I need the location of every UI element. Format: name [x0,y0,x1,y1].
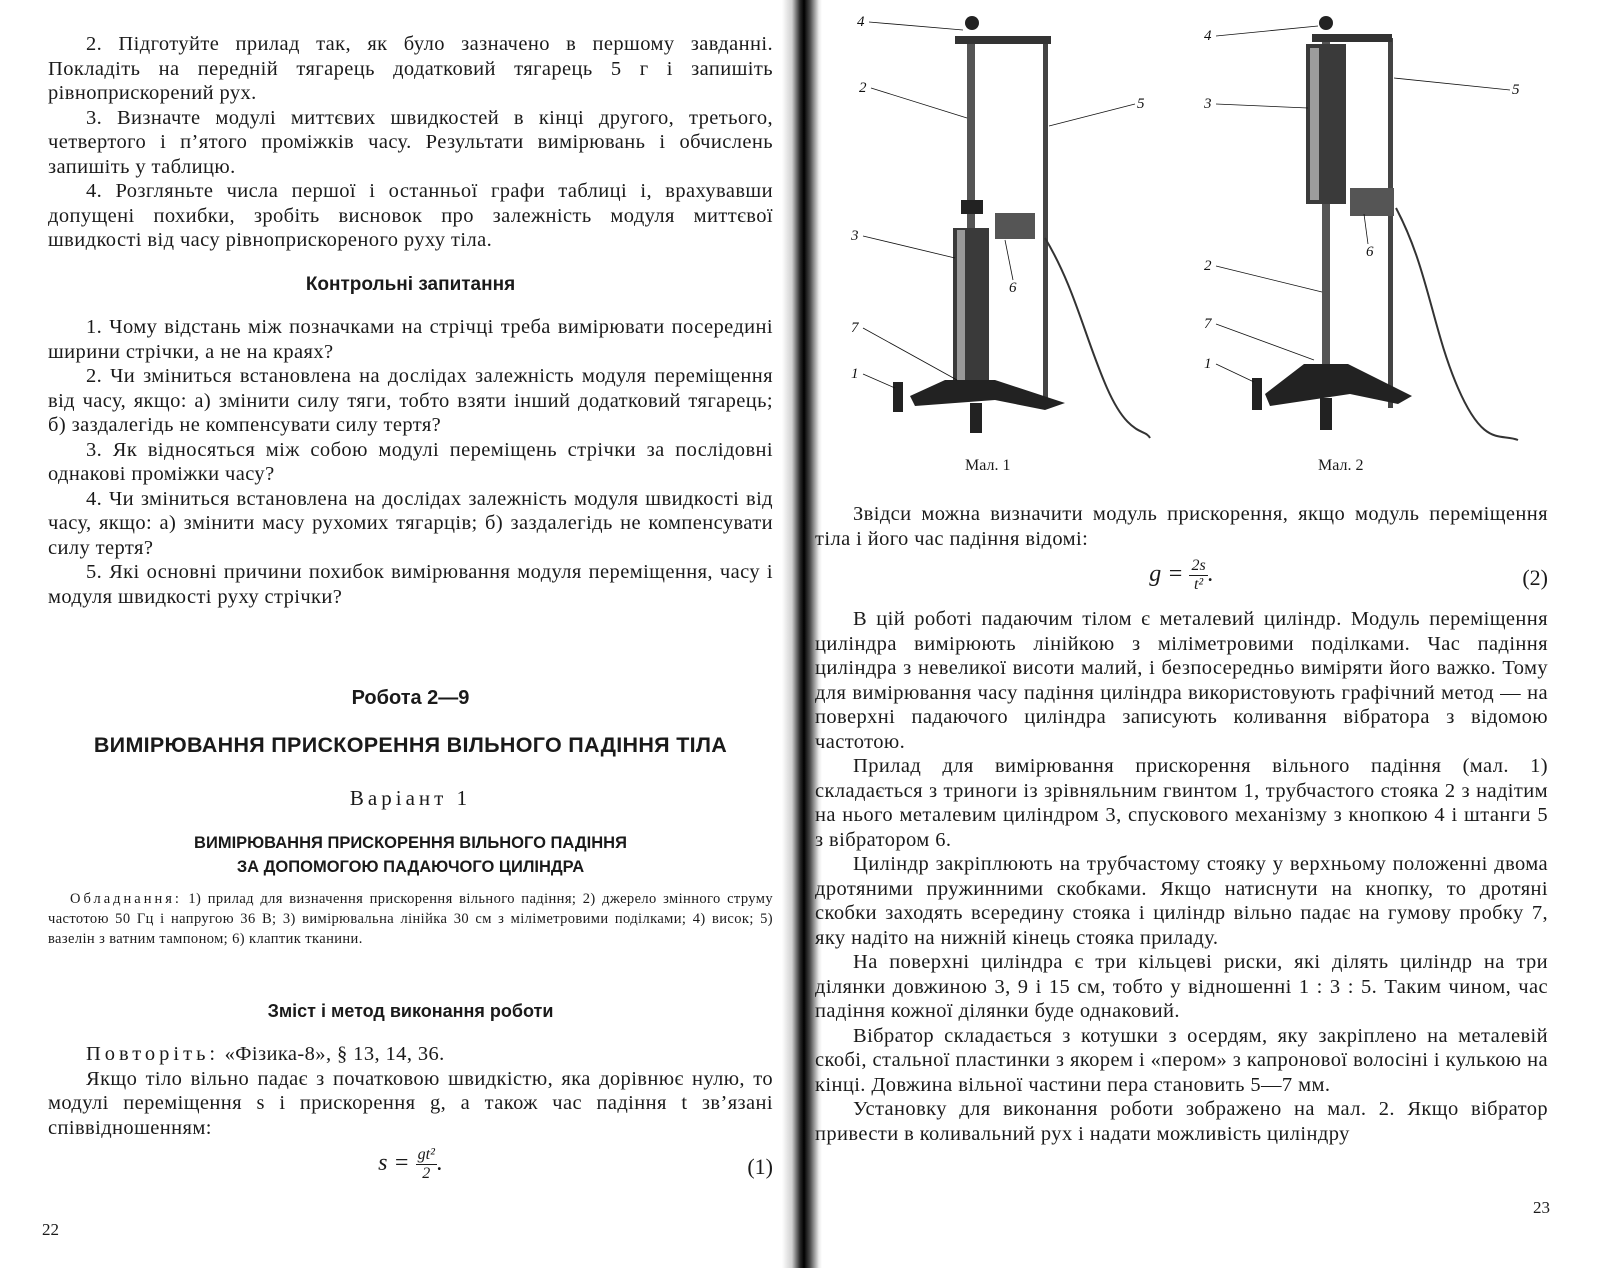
right-text-top [815,502,1548,1146]
formula-2-lhs: g = [1149,561,1184,588]
body-paragraph: Вібратор складається з котушки з осердям, яку закріплено на металевій скобі, стальної пластинки з якорем і «пером» з капронової волосіні і кулькою на кінці. Довжина вільної частини пера становить 5—7 мм. [815,1024,1548,1096]
formula-1: s = $\frac{\text{gt²}}{2}$ . (1) [378,1146,773,1182]
fig1-label: 2 [859,80,867,96]
figure-1-caption: Мал. 1 [965,457,1011,474]
fig2-label: 3 [1204,96,1212,112]
repeat-label: Повторіть: [86,1043,220,1065]
figure-2-apparatus [1200,8,1540,448]
work-title: ВИМІРЮВАННЯ ПРИСКОРЕННЯ ВІЛЬНОГО ПАДІННЯ ТІЛА [93,733,728,757]
fig2-rod [1388,38,1393,408]
fig1-label: 4 [857,14,865,30]
body-paragraph: Прилад для вимірювання прискорення вільного падіння (мал. 1) складається з триноги із зрівняльним гвинтом 1, трубчастого стояка 2 з надітим на нього металевим циліндром 3, спускового механізму з кнопкою 4 і штанги 5 з вібратором 6. [815,755,1548,851]
body-paragraph: Установку для виконання роботи зображено на мал. 2. Якщо вібратор привести в коливальний рух і надати можливість циліндру [815,1098,1548,1145]
left-page [0,0,795,1268]
fig2-top-bar [1312,34,1392,42]
variant-label: Варіант 1 [349,786,472,810]
method-block [48,1042,773,1196]
fig1-tripod [910,380,1065,410]
fig2-label: 1 [1204,356,1212,372]
formula-1-lhs: s = [378,1150,410,1177]
fig1-label: 1 [851,366,859,382]
question-item: 5. Які основні причини похибок вимірювання модуля переміщення, часу і модуля швидкості руху стрічки? [48,561,773,608]
formula-2-denominator: t² [1193,576,1204,593]
fig1-button [965,16,979,30]
method-title: Зміст і метод виконання роботи [267,1001,554,1021]
control-questions-title: Контрольні запитання [305,274,516,295]
figure-1-apparatus [845,8,1165,448]
work-number: Робота 2—9 [351,687,470,709]
figure-2-caption: Мал. 2 [1318,457,1364,474]
variant-title [48,831,773,879]
fig1-label: 7 [851,320,859,336]
fig2-label: 4 [1204,28,1212,44]
equipment-block [48,889,773,949]
right-page [815,0,1600,1268]
question-item: 3. Як відносяться між собою модулі переміщень стрічки за послідовні однакові проміжки часу? [48,438,773,485]
fig1-vibrator [995,213,1035,239]
formula-2-fraction [1189,557,1207,594]
list-top [48,32,773,253]
question-item: 2. Чи зміниться встановлена на дослідах залежність модуля переміщення від часу, якщо: а) змінити силу тяги, тобто взяти інший додатковий тягарець; б) заздалегідь не компенсувати силу тертя? [48,365,773,436]
formula-1-fraction [416,1146,437,1183]
body-paragraph: На поверхні циліндра є три кільцеві риски, які ділять циліндр на три ділянки довжиною 3, 9 і 15 см, тобто у відношенні 1 : 3 : 5. Таким чином, час падіння кожної ділянки буде однаковий. [815,951,1548,1022]
list-item: 4. Розгляньте числа першої і останньої графи таблиці і, врахувавши допущені похибки, зробіть висновок про залежність модуля миттєвої швидкості від часу рівноприскореного руху тіла. [48,180,773,251]
formula-1-numerator: gt² [417,1146,435,1163]
fig1-label: 5 [1137,96,1145,112]
fig2-label: 2 [1204,258,1212,274]
fig2-label: 5 [1512,82,1520,98]
list-item: 3. Визначте модулі миттєвих швидкостей в кінці другого, третього, четвертого і п’ятого проміжків часу. Результати вимірювань і обчислень запишіть у таблицю. [48,106,773,178]
formula-2-numerator: 2s [1191,557,1206,574]
body-paragraph: Циліндр закріплюють на трубчастому стояку у верхньому положенні двома дротяними пружинними скобками. Якщо натиснути на кнопку, то дротяні скобки заходять всередину стояка і циліндр вільно падає на гумову пробку 7, яку надіто на нижній кінець стояка приладу. [815,853,1548,949]
fig1-label: 3 [851,228,859,244]
variant-title-line2: ЗА ДОПОМОГОЮ ПАДАЮЧОГО ЦИЛІНДРА [236,858,585,876]
list-item: 2. Підготуйте прилад так, як було зазначено в першому завданні. Покладіть на передній тягарець додатковий тягарець 5 г і запишіть рівноприскорений рух. [48,33,773,104]
fig2-vibrator [1350,188,1394,216]
fig2-button [1319,16,1333,30]
question-item: 4. Чи зміниться встановлена на дослідах залежність модуля швидкості від часу, якщо: а) змінити масу рухомих тягарців; б) заздалегідь не компенсувати силу тертя? [48,487,773,559]
formula-2: g = $\frac{2s}{\text{t²}}$ . (2) [1149,557,1548,593]
fig2-label: 7 [1204,316,1212,332]
body-paragraph: В цій роботі падаючим тілом є металевий циліндр. Модуль переміщення циліндра вимірюють лінійкою з міліметровими поділками. Час падіння циліндра з невеликої висоти малий, і безпосередньо виміряти його важко. Тому для вимірювання часу падіння циліндра використовують графічний метод — на поверхні падаючого циліндра записують коливання вібратора з відомою частотою. [815,608,1548,753]
fig1-rod [1043,38,1048,408]
variant-title-line1: ВИМІРЮВАННЯ ПРИСКОРЕННЯ ВІЛЬНОГО ПАДІННЯ [194,834,627,852]
page-number-left: 22 [42,1220,59,1239]
formula-2-tag: (2) [1522,565,1548,590]
questions-list [48,315,773,609]
fig2-label: 6 [1366,244,1374,260]
repeat-text: «Фізика-8», § 13, 14, 36. [224,1043,445,1065]
question-item: 1. Чому відстань між позначками на стрічці треба вимірювати посередині ширини стрічки, а не на краях? [48,316,773,363]
formula-1-tag: (1) [747,1154,773,1179]
equipment-label: Обладнання: [70,891,182,907]
fig1-top-bar [955,36,1051,44]
fig1-label: 6 [1009,280,1017,296]
equipment-text: 1) прилад для визначення прискорення вільного падіння; 2) джерело змінного струму частотою 50 Гц і напругою 36 В; 3) вимірювальна лінійка 30 см з міліметровими поділками; 4) висок; 5) вазелін з ватним тампоном; 6) клаптик тканини. [48,891,773,947]
text-after-figure: Звідси можна визначити модуль прискорення, якщо модуль переміщення тіла і його час падіння відомі: [815,503,1548,550]
intro-paragraph: Якщо тіло вільно падає з початковою швидкістю, яка дорівнює нулю, то модулі переміщення s і прискорення g, а також час падіння t зв’язані співвідношенням: [48,1067,773,1139]
formula-1-denominator: 2 [422,1165,431,1182]
page-number-right: 23 [1533,1198,1550,1217]
